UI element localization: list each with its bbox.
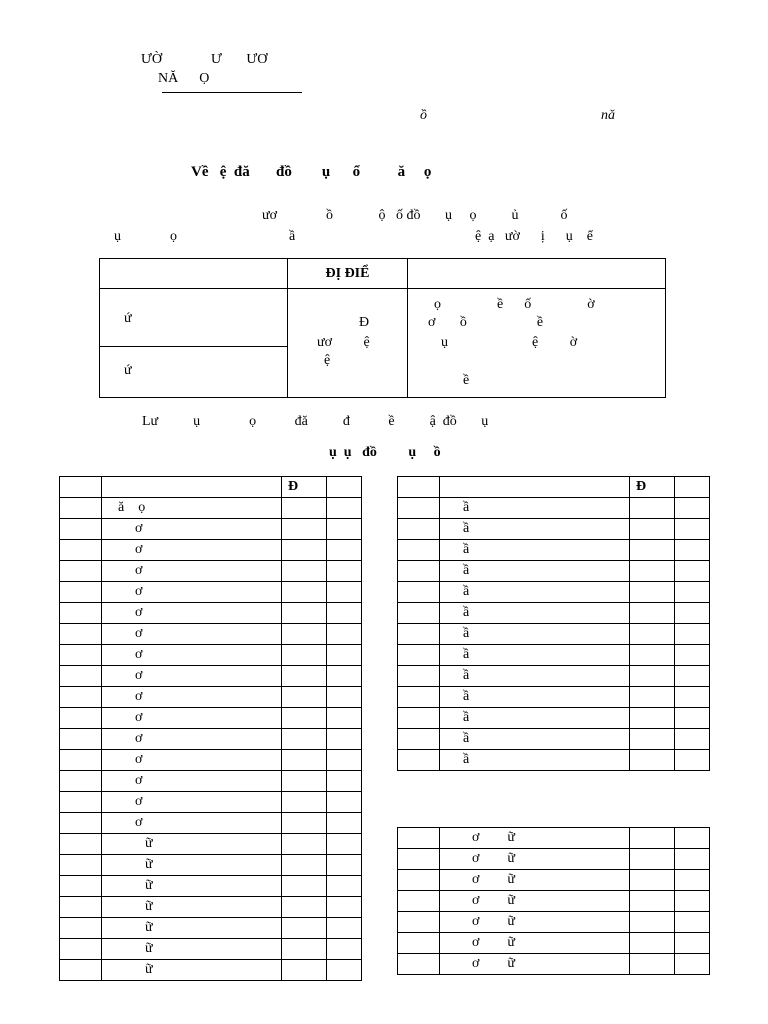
table-empty-cell — [60, 771, 102, 792]
table-row — [60, 813, 362, 834]
table-row — [60, 729, 362, 750]
table-empty-cell — [675, 912, 710, 933]
table-item-cell: ơ — [102, 792, 282, 813]
table-empty-cell — [630, 912, 675, 933]
table-empty-cell — [282, 897, 327, 918]
table-row — [398, 891, 710, 912]
table-empty-cell — [398, 561, 440, 582]
table-item-cell: ơ — [102, 750, 282, 771]
table-row — [398, 645, 710, 666]
table-row — [60, 540, 362, 561]
table-empty-cell — [675, 624, 710, 645]
location-row-2-label: ứ — [124, 363, 132, 378]
table-header-cell — [327, 477, 362, 498]
table-empty-cell — [282, 687, 327, 708]
table-empty-cell — [60, 792, 102, 813]
table-empty-cell — [630, 498, 675, 519]
table-item-cell: ầ — [440, 624, 630, 645]
table-row — [60, 687, 362, 708]
table-empty-cell — [60, 540, 102, 561]
table-empty-cell — [675, 519, 710, 540]
table-empty-cell — [398, 666, 440, 687]
table-empty-cell — [327, 603, 362, 624]
table-item-cell: ữ — [102, 834, 282, 855]
table-empty-cell — [327, 792, 362, 813]
table-row — [60, 603, 362, 624]
table-empty-cell — [675, 849, 710, 870]
table-item-cell: ầ — [440, 750, 630, 771]
table-empty-cell — [282, 645, 327, 666]
table-item-cell: ơ — [102, 729, 282, 750]
table-empty-cell — [675, 645, 710, 666]
table-empty-cell — [675, 891, 710, 912]
table-item-cell: ơ ữ — [440, 870, 630, 891]
table-empty-cell — [282, 855, 327, 876]
table-empty-cell — [398, 498, 440, 519]
table-empty-cell — [675, 687, 710, 708]
table-empty-cell — [630, 603, 675, 624]
table-row — [398, 687, 710, 708]
table-item-cell: ơ — [102, 582, 282, 603]
table-empty-cell — [282, 540, 327, 561]
table-empty-cell — [60, 645, 102, 666]
table-item-cell: ầ — [440, 687, 630, 708]
table-empty-cell — [327, 855, 362, 876]
table-empty-cell — [398, 828, 440, 849]
table-header-cell — [102, 477, 282, 498]
table-item-cell: ơ — [102, 666, 282, 687]
table-empty-cell — [630, 519, 675, 540]
table-empty-cell — [327, 960, 362, 981]
table-empty-cell — [327, 561, 362, 582]
table-empty-cell — [282, 666, 327, 687]
location-table — [99, 258, 666, 398]
table-empty-cell — [60, 561, 102, 582]
table-item-cell: ơ — [102, 771, 282, 792]
table-item-cell: ơ — [102, 519, 282, 540]
table-item-cell: ơ — [102, 624, 282, 645]
location-place-line-3: ệ — [324, 353, 331, 368]
table-empty-cell — [398, 687, 440, 708]
table-empty-cell — [630, 954, 675, 975]
table-empty-cell — [60, 729, 102, 750]
table-empty-cell — [60, 666, 102, 687]
intro-line-2-mid: ầ — [289, 229, 296, 244]
table-empty-cell — [327, 687, 362, 708]
table-empty-cell — [327, 813, 362, 834]
table-row — [60, 750, 362, 771]
table-item-cell: ữ — [102, 876, 282, 897]
table-empty-cell — [398, 870, 440, 891]
table-row — [398, 828, 710, 849]
table-empty-cell — [60, 939, 102, 960]
table-item-cell: ữ — [102, 918, 282, 939]
table-empty-cell — [60, 918, 102, 939]
table-empty-cell — [675, 750, 710, 771]
table-header-cell — [440, 477, 630, 498]
location-place-line-2: ươ ệ — [317, 335, 370, 350]
table-row — [60, 771, 362, 792]
table-row — [398, 750, 710, 771]
table-empty-cell — [327, 918, 362, 939]
table-item-cell: ơ ữ — [440, 891, 630, 912]
location-note-line-2: ơ ồ ề — [428, 315, 544, 330]
table-empty-cell — [60, 624, 102, 645]
table-row — [60, 792, 362, 813]
table-empty-cell — [630, 624, 675, 645]
table-item-cell: ầ — [440, 582, 630, 603]
table-empty-cell — [282, 603, 327, 624]
table-row — [398, 933, 710, 954]
date-day: ồ — [420, 108, 427, 123]
table-empty-cell — [282, 876, 327, 897]
table-empty-cell — [282, 624, 327, 645]
table-empty-cell — [630, 687, 675, 708]
table-empty-cell — [60, 855, 102, 876]
table-item-cell: ầ — [440, 645, 630, 666]
table-row — [398, 582, 710, 603]
table-empty-cell — [675, 933, 710, 954]
table-header-row — [398, 477, 710, 498]
table-row — [398, 729, 710, 750]
table-header-row — [60, 477, 362, 498]
table-empty-cell — [675, 540, 710, 561]
table-empty-cell — [675, 954, 710, 975]
date-year: nă — [601, 108, 615, 123]
table-item-cell: ơ — [102, 708, 282, 729]
table-row — [60, 918, 362, 939]
table-empty-cell — [282, 813, 327, 834]
table-item-cell: ữ — [102, 960, 282, 981]
table-empty-cell — [60, 498, 102, 519]
table-empty-cell — [630, 849, 675, 870]
table-empty-cell — [282, 918, 327, 939]
table-item-cell: ơ ữ — [440, 849, 630, 870]
table-empty-cell — [282, 792, 327, 813]
table-item-cell: ơ ữ — [440, 912, 630, 933]
table-empty-cell — [398, 540, 440, 561]
table-empty-cell — [630, 708, 675, 729]
table-row — [398, 603, 710, 624]
table-empty-cell — [60, 687, 102, 708]
table-row — [60, 960, 362, 981]
table-empty-cell — [398, 933, 440, 954]
table-header-cell — [398, 477, 440, 498]
table-empty-cell — [398, 582, 440, 603]
table-row — [60, 582, 362, 603]
school-name: ƯỜ Ư ƯƠ — [141, 52, 268, 67]
table-row — [398, 666, 710, 687]
table-empty-cell — [327, 771, 362, 792]
table-row — [60, 897, 362, 918]
table-empty-cell — [327, 666, 362, 687]
table-empty-cell — [60, 834, 102, 855]
left-list-table — [59, 476, 362, 981]
table-row — [398, 912, 710, 933]
table-empty-cell — [60, 876, 102, 897]
table-empty-cell — [282, 729, 327, 750]
table-row — [398, 708, 710, 729]
table-row — [60, 876, 362, 897]
table-empty-cell — [327, 729, 362, 750]
location-row-1-label: ứ — [124, 311, 132, 326]
table-empty-cell — [327, 540, 362, 561]
table-row — [60, 834, 362, 855]
table-empty-cell — [398, 849, 440, 870]
table-empty-cell — [282, 498, 327, 519]
table-empty-cell — [675, 666, 710, 687]
table-empty-cell — [327, 498, 362, 519]
table-empty-cell — [282, 519, 327, 540]
table-empty-cell — [630, 828, 675, 849]
table-empty-cell — [327, 876, 362, 897]
document-title: Về ệ đă đồ ụ ổ ă ọ — [191, 164, 432, 180]
table-empty-cell — [327, 708, 362, 729]
table-item-cell: ầ — [440, 540, 630, 561]
table-item-cell: ầ — [440, 729, 630, 750]
table-item-cell: ầ — [440, 666, 630, 687]
table-empty-cell — [675, 729, 710, 750]
table-empty-cell — [630, 729, 675, 750]
table-empty-cell — [630, 561, 675, 582]
table-empty-cell — [398, 954, 440, 975]
table-header-cell — [675, 477, 710, 498]
table-empty-cell — [675, 561, 710, 582]
table-empty-cell — [630, 666, 675, 687]
table-empty-cell — [675, 498, 710, 519]
table-empty-cell — [398, 912, 440, 933]
right-list-table-bottom — [397, 827, 710, 975]
table-row — [398, 540, 710, 561]
table-item-cell: ầ — [440, 561, 630, 582]
table-empty-cell — [282, 582, 327, 603]
table-empty-cell — [327, 834, 362, 855]
table-item-cell: ầ — [440, 708, 630, 729]
location-note-cell — [408, 289, 666, 398]
location-header-left — [100, 259, 288, 289]
table-empty-cell — [60, 813, 102, 834]
table-item-cell: ơ ữ — [440, 954, 630, 975]
table-item-cell: ă ọ — [102, 498, 282, 519]
table-row — [60, 498, 362, 519]
table-item-cell: ơ — [102, 687, 282, 708]
table-row — [398, 519, 710, 540]
table-empty-cell — [327, 519, 362, 540]
table-header-cell: Đ — [630, 477, 675, 498]
table-empty-cell — [398, 624, 440, 645]
table-empty-cell — [630, 582, 675, 603]
table-row — [60, 855, 362, 876]
location-note-line-3: ụ ệ ờ — [441, 335, 578, 350]
location-place-cell — [288, 289, 408, 398]
intro-line-1: ươ ồ ộ ố đồ ụ ọ ủ ố — [262, 208, 568, 223]
table-empty-cell — [282, 834, 327, 855]
table-empty-cell — [282, 750, 327, 771]
table-empty-cell — [675, 870, 710, 891]
table-row — [60, 939, 362, 960]
table-row — [398, 870, 710, 891]
table-empty-cell — [675, 603, 710, 624]
table-row — [398, 498, 710, 519]
table-item-cell: ơ — [102, 603, 282, 624]
table-empty-cell — [282, 771, 327, 792]
table-empty-cell — [282, 708, 327, 729]
table-empty-cell — [675, 708, 710, 729]
intro-line-2-left: ụ ọ — [114, 229, 177, 244]
table-item-cell: ữ — [102, 939, 282, 960]
table-row — [60, 708, 362, 729]
location-row-2-label-cell — [100, 347, 288, 398]
table-row — [398, 849, 710, 870]
table-empty-cell — [630, 933, 675, 954]
location-place-line-1: Đ — [359, 315, 370, 330]
table-empty-cell — [327, 939, 362, 960]
table-header-cell: Đ — [282, 477, 327, 498]
table-row — [60, 624, 362, 645]
table-item-cell: ầ — [440, 603, 630, 624]
table-item-cell: ữ — [102, 855, 282, 876]
table-empty-cell — [327, 582, 362, 603]
location-note-line-4: ề — [463, 373, 470, 388]
table-item-cell: ữ — [102, 897, 282, 918]
table-empty-cell — [60, 582, 102, 603]
intro-line-2-right: ệ ạ ườ ị ụ ể — [475, 229, 594, 244]
table-row — [398, 954, 710, 975]
location-note-line-1: ọ ề ố ờ — [434, 297, 595, 312]
location-row-1-label-cell — [100, 289, 288, 347]
table-empty-cell — [327, 750, 362, 771]
table-empty-cell — [60, 603, 102, 624]
table-empty-cell — [60, 519, 102, 540]
table-empty-cell — [630, 645, 675, 666]
table-empty-cell — [327, 897, 362, 918]
table-empty-cell — [327, 624, 362, 645]
table-row — [398, 624, 710, 645]
list-subtitle: ụ ụ đồ ụ ồ — [329, 445, 441, 460]
school-year: NĂ Ọ — [158, 71, 210, 86]
table-item-cell: ơ ữ — [440, 933, 630, 954]
table-empty-cell — [630, 870, 675, 891]
table-header-cell — [60, 477, 102, 498]
table-empty-cell — [675, 582, 710, 603]
table-empty-cell — [282, 960, 327, 981]
table-row — [398, 561, 710, 582]
table-empty-cell — [398, 519, 440, 540]
table-empty-cell — [630, 540, 675, 561]
table-item-cell: ầ — [440, 519, 630, 540]
table-empty-cell — [398, 603, 440, 624]
table-empty-cell — [60, 897, 102, 918]
table-empty-cell — [60, 960, 102, 981]
header-underline — [162, 92, 302, 93]
table-item-cell: ơ — [102, 645, 282, 666]
table-item-cell: ơ ữ — [440, 828, 630, 849]
table-empty-cell — [398, 645, 440, 666]
table-empty-cell — [630, 891, 675, 912]
location-header-label: ĐỊ ĐIỂ — [325, 265, 370, 281]
location-header-mid — [288, 259, 408, 289]
table-row — [60, 519, 362, 540]
table-empty-cell — [398, 729, 440, 750]
table-empty-cell — [327, 645, 362, 666]
table-empty-cell — [398, 891, 440, 912]
table-empty-cell — [60, 750, 102, 771]
table-item-cell: ầ — [440, 498, 630, 519]
table-empty-cell — [282, 561, 327, 582]
table-item-cell: ơ — [102, 540, 282, 561]
table-empty-cell — [398, 750, 440, 771]
table-row — [60, 645, 362, 666]
table-item-cell: ơ — [102, 813, 282, 834]
table-row — [60, 666, 362, 687]
table-empty-cell — [60, 708, 102, 729]
right-list-table-top — [397, 476, 710, 771]
note-text: Lư ụ ọ đă đ ề ậ đồ ụ — [142, 414, 489, 429]
table-empty-cell — [398, 708, 440, 729]
location-header-right — [408, 259, 666, 289]
table-empty-cell — [282, 939, 327, 960]
table-item-cell: ơ — [102, 561, 282, 582]
table-empty-cell — [630, 750, 675, 771]
table-row — [60, 561, 362, 582]
table-empty-cell — [675, 828, 710, 849]
